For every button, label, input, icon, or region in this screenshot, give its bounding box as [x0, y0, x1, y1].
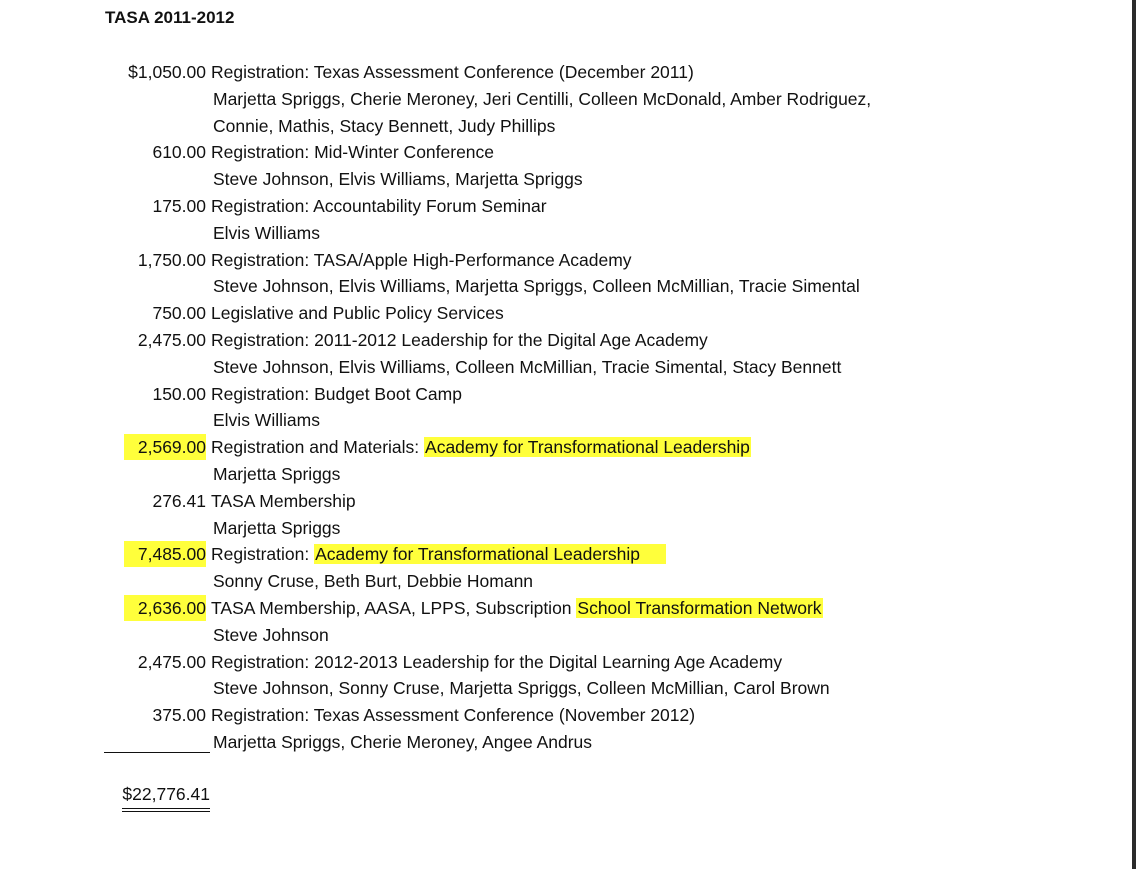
entry-description	[211, 649, 782, 675]
total-amount	[104, 782, 210, 812]
entry-description-text: Registration: 2011-2012 Leadership for the Digital Age Academy	[211, 330, 708, 350]
entry-description-text: Registration: TASA/Apple High-Performance Academy	[211, 249, 632, 270]
document-title: TASA 2011-2012	[105, 8, 235, 27]
entry-amount: 175.00	[152, 196, 206, 216]
entry-description-text: Registration: Accountability Forum Seminar	[211, 196, 547, 216]
ledger-entry	[0, 59, 1120, 85]
ledger-entry	[0, 595, 1120, 621]
highlighted-program-name: Academy for Transformational Leadership	[425, 437, 750, 458]
ledger-entry	[0, 247, 1120, 273]
attendee-line	[0, 407, 1120, 433]
attendee-line	[0, 273, 1120, 299]
entry-description-text: Registration: 2012-2013 Leadership for the Digital Learning Age Academy	[211, 651, 783, 672]
attendee-names: Elvis Williams	[213, 222, 320, 243]
entry-description-text: Registration: Mid-Winter Conference	[211, 142, 495, 163]
entry-description	[211, 381, 462, 407]
attendee-line	[0, 622, 1120, 648]
highlighted-program-name: Academy for Transformational Leadership	[314, 544, 666, 564]
attendee-names: Steve Johnson, Elvis Williams, Marjetta Spriggs	[213, 169, 583, 190]
attendee-names: Connie, Mathis, Stacy Bennett, Judy Phillips	[213, 115, 556, 136]
ledger-entry	[0, 649, 1120, 675]
attendee-names: Steve Johnson, Sonny Cruse, Marjetta Spriggs, Colleen McMillian, Carol Brown	[213, 678, 830, 699]
entry-description	[211, 541, 666, 567]
attendee-line	[0, 675, 1120, 701]
attendee-names: Sonny Cruse, Beth Burt, Debbie Homann	[213, 571, 534, 592]
ledger-entry	[0, 434, 1120, 460]
highlighted-program-name: School Transformation Network	[577, 598, 822, 618]
attendee-line	[0, 86, 1120, 112]
entry-description-text: Registration and Materials:	[211, 437, 425, 458]
attendee-line	[0, 515, 1120, 541]
attendee-names: Steve Johnson, Elvis Williams, Colleen McMillian, Tracie Simental, Stacy Bennett	[213, 356, 842, 377]
entry-amount: 7,485.00	[124, 541, 206, 567]
ledger-entry	[0, 327, 1120, 353]
entry-description	[211, 300, 504, 326]
entry-description	[211, 59, 694, 85]
attendee-names: Marjetta Spriggs	[213, 464, 341, 484]
ledger-entry	[0, 488, 1120, 514]
entry-description	[211, 434, 751, 460]
attendee-names: Marjetta Spriggs, Cherie Meroney, Jeri Centilli, Colleen McDonald, Amber Rodriguez,	[213, 88, 872, 109]
total-value: $22,776.41	[122, 782, 210, 812]
entry-description	[211, 327, 708, 353]
ledger-entry	[0, 300, 1120, 326]
entry-description	[211, 139, 494, 165]
entry-description-text: Registration:	[211, 544, 315, 565]
ledger-entry	[0, 381, 1120, 407]
entry-amount: 2,475.00	[137, 330, 206, 350]
entry-description	[211, 488, 356, 514]
attendee-line	[0, 113, 1120, 139]
ledger-entry	[0, 139, 1120, 165]
entry-description-text: Registration: Budget Boot Camp	[211, 383, 462, 404]
entry-amount: 2,636.00	[124, 595, 206, 621]
attendee-names: Elvis Williams	[213, 410, 320, 431]
attendee-line	[0, 568, 1120, 594]
ledger-entry	[0, 193, 1120, 219]
attendee-names: Steve Johnson	[213, 624, 329, 645]
entry-description-text: Registration: Texas Assessment Conference (November 2012)	[211, 705, 696, 726]
ledger-entry	[0, 541, 1120, 567]
entry-description-text: Legislative and Public Policy Services	[211, 303, 504, 324]
entry-description	[211, 247, 632, 273]
entry-description	[211, 702, 695, 728]
entry-description-text: Registration: Texas Assessment Conference (December 2011)	[211, 62, 694, 82]
entry-description-text: TASA Membership, AASA, LPPS, Subscription	[211, 598, 577, 618]
attendee-line	[0, 461, 1120, 487]
attendee-line	[0, 166, 1120, 192]
attendee-names: Marjetta Spriggs	[213, 517, 341, 538]
attendee-names: Steve Johnson, Elvis Williams, Marjetta Spriggs, Colleen McMillian, Tracie Simental	[213, 276, 860, 297]
entry-amount: 2,475.00	[137, 651, 206, 672]
entry-amount: $1,050.00	[128, 62, 206, 82]
entry-amount: 1,750.00	[137, 249, 206, 270]
entry-amount: 276.41	[152, 490, 206, 511]
entry-description-text: TASA Membership	[211, 490, 356, 511]
entry-amount: 150.00	[152, 383, 206, 404]
page-edge-border	[1132, 0, 1136, 869]
entry-amount: 375.00	[152, 705, 206, 726]
entry-amount: 2,569.00	[124, 434, 206, 460]
ledger-entry	[0, 702, 1120, 728]
entry-amount: 750.00	[152, 303, 206, 324]
entry-amount: 610.00	[152, 142, 206, 163]
attendee-line	[0, 354, 1120, 380]
entry-description	[211, 193, 547, 219]
entry-description	[211, 595, 823, 621]
attendee-line	[0, 220, 1120, 246]
attendee-names: Marjetta Spriggs, Cherie Meroney, Angee Andrus	[213, 732, 593, 752]
sum-rule	[104, 752, 210, 753]
